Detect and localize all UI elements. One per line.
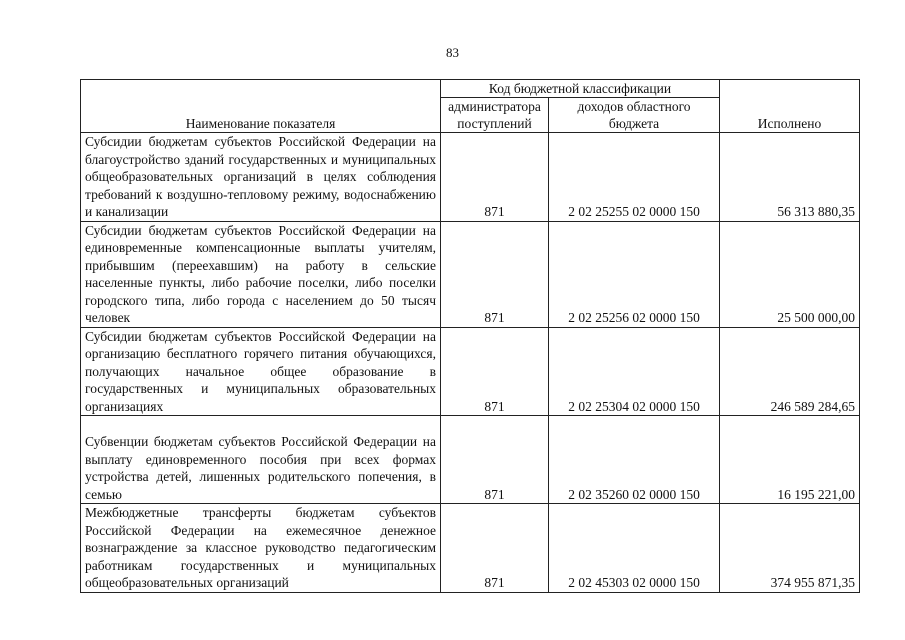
row-admin-code: 871 bbox=[441, 221, 549, 327]
header-admin: администратора поступлений bbox=[441, 98, 549, 133]
table-row bbox=[81, 221, 860, 327]
row-income-code: 2 02 25255 02 0000 150 bbox=[549, 133, 720, 222]
page-number: 83 bbox=[446, 45, 459, 60]
row-name: Межбюджетные трансферты бюджетам субъектов Российской Федерации на ежемесячное денежное вознаграждение за классное руководство педагогическим работникам государственных и муниципальных общеобразовательных организаций bbox=[81, 504, 441, 593]
table-row bbox=[81, 327, 860, 416]
row-admin-code: 871 bbox=[441, 327, 549, 416]
table-row bbox=[81, 504, 860, 593]
header-income: доходов областного бюджета bbox=[549, 98, 720, 133]
row-admin-code: 871 bbox=[441, 504, 549, 593]
table-header-row bbox=[81, 80, 860, 98]
row-name: Субсидии бюджетам субъектов Российской Федерации на благоустройство зданий государственных и муниципальных общеобразовательных организаций в целях соблюдения требований к воздушно-тепловому режиму, водоснабжению и канализации bbox=[81, 133, 441, 222]
row-name: Субсидии бюджетам субъектов Российской Федерации на организацию бесплатного горячего питания обучающихся, получающих начальное общее образование в государственных и муниципальных образовательных организациях bbox=[81, 327, 441, 416]
budget-table bbox=[80, 79, 860, 593]
table-row bbox=[81, 416, 860, 504]
row-name: Субсидии бюджетам субъектов Российской Федерации на единовременные компенсационные выплаты учителям, прибывшим (переехавшим) на работу в сельские населенные пункты, либо рабочие поселки, либо поселки городского типа, либо города с населением до 50 тысяч человек bbox=[81, 221, 441, 327]
row-admin-code: 871 bbox=[441, 416, 549, 504]
row-amount: 16 195 221,00 bbox=[720, 416, 860, 504]
row-income-code: 2 02 25304 02 0000 150 bbox=[549, 327, 720, 416]
header-name: Наименование показателя bbox=[81, 80, 441, 133]
row-income-code: 2 02 25256 02 0000 150 bbox=[549, 221, 720, 327]
row-admin-code: 871 bbox=[441, 133, 549, 222]
row-amount: 56 313 880,35 bbox=[720, 133, 860, 222]
row-income-code: 2 02 35260 02 0000 150 bbox=[549, 416, 720, 504]
row-amount: 25 500 000,00 bbox=[720, 221, 860, 327]
header-executed: Исполнено bbox=[720, 80, 860, 133]
header-code-group: Код бюджетной классификации bbox=[441, 80, 720, 98]
table-row bbox=[81, 133, 860, 222]
row-income-code: 2 02 45303 02 0000 150 bbox=[549, 504, 720, 593]
row-amount: 246 589 284,65 bbox=[720, 327, 860, 416]
row-amount: 374 955 871,35 bbox=[720, 504, 860, 593]
row-name: Субвенции бюджетам субъектов Российской Федерации на выплату единовременного пособия при всех формах устройства детей, лишенных родительского попечения, в семью bbox=[81, 416, 441, 504]
